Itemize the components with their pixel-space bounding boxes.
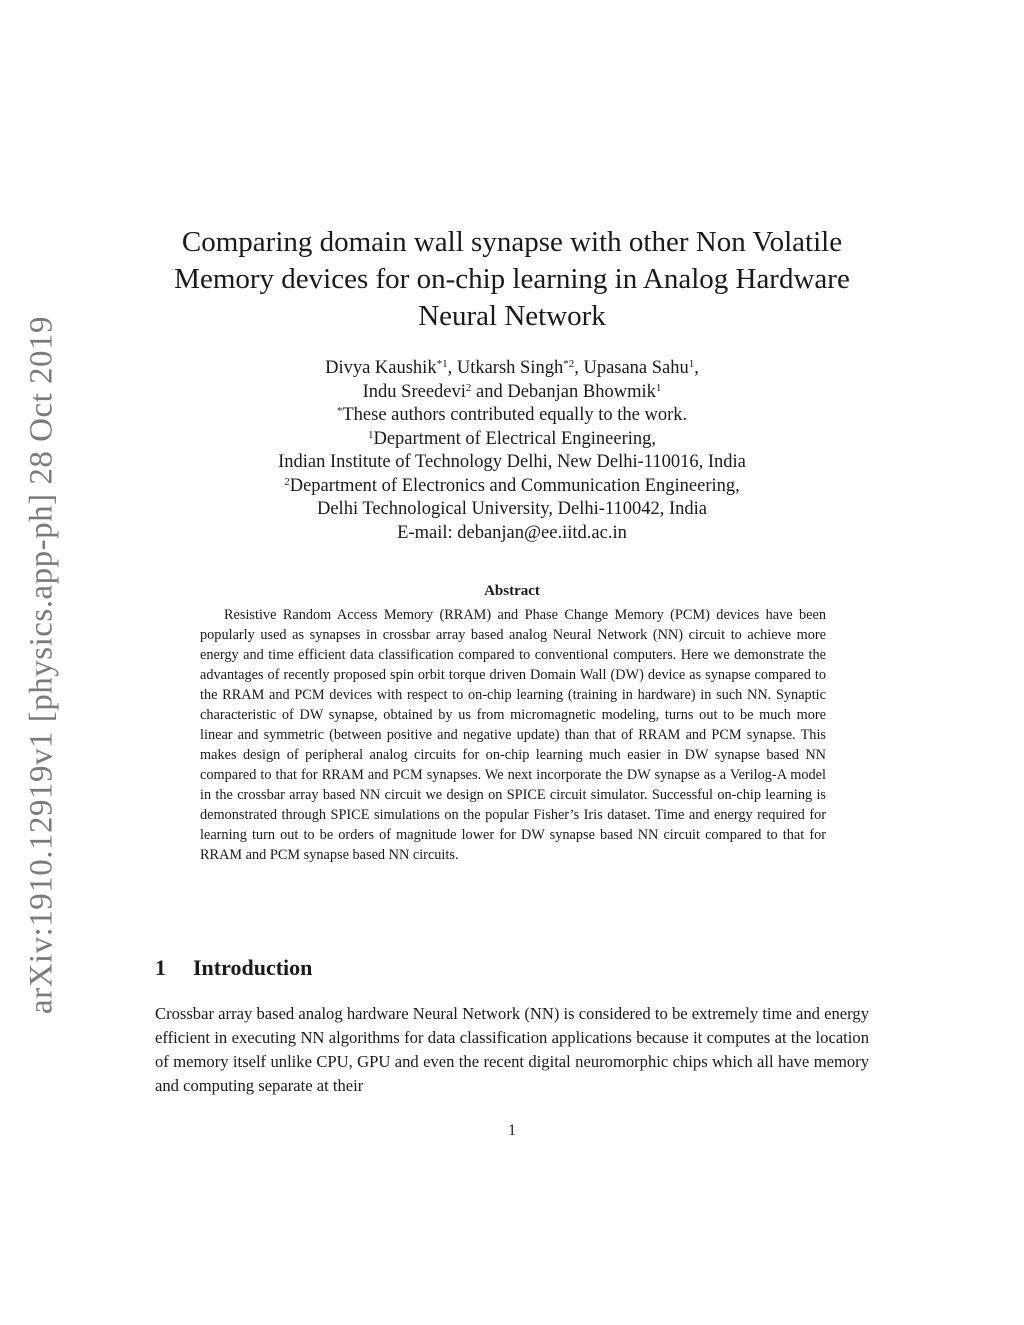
page-number: 1: [508, 1122, 516, 1139]
author-affiliation-mark: *2: [563, 358, 575, 370]
affiliation-mark: 1: [367, 428, 374, 441]
affiliation-line: Indian Institute of Technology Delhi, New Delhi-110016, India: [278, 452, 746, 472]
title-line: Memory devices for on-chip learning in Analog Hardware: [174, 263, 850, 295]
title-line: Comparing domain wall synapse with other Non Volatile: [181, 226, 843, 258]
affiliation-line: [150, 475, 874, 499]
note-mark: *: [336, 405, 343, 417]
arxiv-identifier-text: arXiv:1910.12919v1 [physics.app-ph] 28 Oct 2019: [23, 315, 60, 1015]
abstract-text: Resistive Random Access Memory (RRAM) and Phase Change Memory (PCM) devices have been popularly used as synapses in crossbar array based analog Neural Network (NN) circuit to achieve more energy and time efficient data classification compared to conventional computers. Here we demonstrate the advantages of recently proposed spin orbit torque driven Domain Wall (DW) device as synapse compared to the RRAM and PCM devices with respect to on-chip learning (training in hardware) in such NN. Synaptic characteristic of DW synapse, obtained by us from micromagnetic modeling, turns out to be much more linear and symmetric (between positive and negative update) than that of RRAM and PCM synapse. This makes design of peripheral analog circuits for on-chip learning much easier in DW synapse based NN compared to that for RRAM and PCM synapses. We next incorporate the DW synapse as a Verilog-A model in the crossbar array based NN circuit we design on SPICE circuit simulator. Successful on-chip learning is demonstrated through SPICE simulations on the popular Fisher’s Iris dataset. Time and energy required for learning turn out to be orders of magnitude lower for DW synapse based NN circuit compared to that for RRAM and PCM synapse based NN circuits.: [200, 607, 826, 863]
author-name: Divya Kaushik: [325, 358, 437, 378]
author-affiliation-mark: 1: [688, 358, 695, 370]
title-line: Neural Network: [418, 300, 606, 332]
section-heading: [155, 955, 312, 981]
equal-contribution-note: [150, 404, 874, 428]
affiliation-text: Department of Electronics and Communication Engineering,: [289, 475, 740, 496]
author-name: Indu Sreedevi: [362, 381, 466, 402]
author-block: [150, 357, 874, 545]
abstract-heading: Abstract: [484, 583, 540, 599]
paper-title: [150, 224, 874, 335]
author-affiliation-mark: *1: [436, 358, 448, 370]
email-line: E-mail: debanjan@ee.iitd.ac.in: [397, 522, 627, 543]
affiliation-mark: 2: [284, 475, 290, 488]
author-line: Divya Kaushik$^{*1}$, Utkarsh Singh$^{*2}$, Upasana Sahu$^1$,: [325, 358, 699, 378]
section-title: Introduction: [193, 955, 313, 980]
author-name: Upasana Sahu: [583, 358, 689, 378]
section-number: 1: [155, 955, 166, 980]
affiliation-text: Department of Electrical Engineering,: [373, 428, 656, 449]
author-affiliation-mark: 2: [465, 381, 472, 394]
introduction-text: Crossbar array based analog hardware Neural Network (NN) is considered to be extremely time and energy efficient in executing NN algorithms for data classification applications because it computes at the location of memory itself unlike CPU, GPU and even the recent digital neuromorphic chips which all have memory and computing separate at their: [155, 1004, 869, 1095]
affiliation-line: [150, 428, 874, 452]
note-text: These authors contributed equally to the work.: [342, 405, 688, 425]
author-name: Utkarsh Singh: [456, 358, 564, 378]
author-line: Indu Sreedevi$^2$ and Debanjan Bhowmik$^1$: [362, 381, 662, 402]
author-affiliation-mark: 1: [655, 381, 662, 394]
affiliation-line: Delhi Technological University, Delhi-110042, India: [316, 499, 708, 519]
author-name: Debanjan Bhowmik: [507, 381, 656, 402]
